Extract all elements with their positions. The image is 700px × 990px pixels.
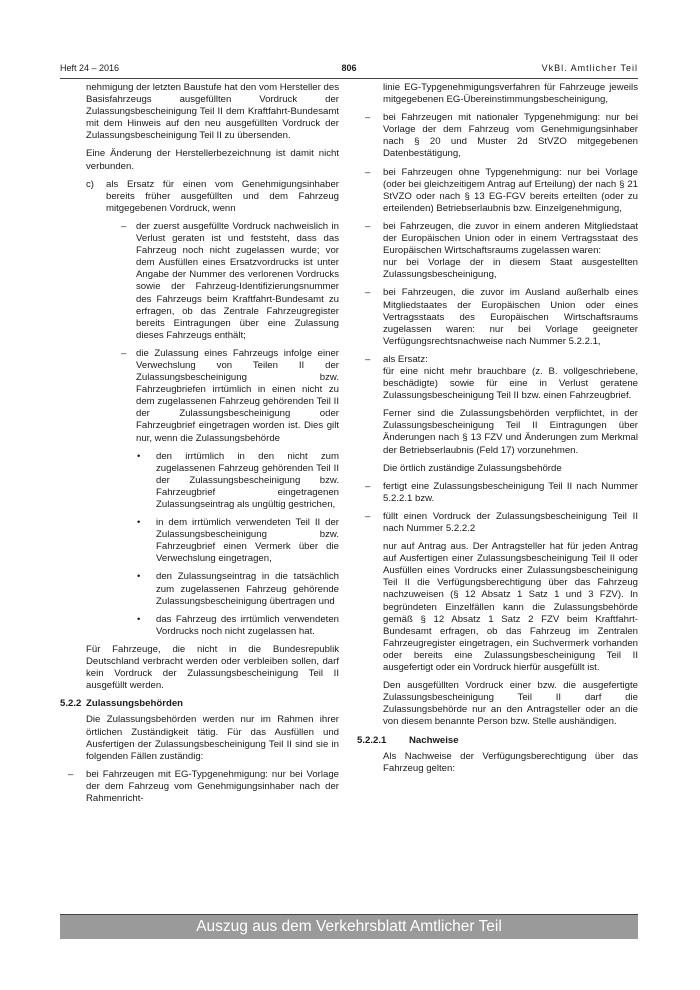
dash-item [357, 112, 638, 160]
dash-item [60, 769, 339, 805]
dash-item-text: die Zulassung eines Fahrzeugs infolge einer Verwechslung von Teilen II der Zulassungsbescheinigung bzw. Fahrzeugbriefen irrtümlich in einen nicht zu dem zugelassenen Fahrzeug gehörenden Teil II der Zulassungsbescheinigung oder Fahrzeugbrief eingetragen worden ist. Dies gilt nur, wenn die Zulassungsbehörde [136, 347, 339, 444]
paragraph: Ferner sind die Zulassungsbehörden verpflichtet, in der Zulassungsbescheinigung Teil II Eintragungen über Änderungen nach § 13 FZV und Änderungen zum Merkmal der Betriebserlaubnis (Feld 17) vorzunehmen. [383, 408, 638, 456]
dash-item [60, 221, 339, 342]
bullet-item [60, 571, 339, 607]
paragraph: Für Fahrzeuge, die nicht in die Bundesrepublik Deutschland verbracht werden oder verbleiben sollen, darf kein Vordruck der Zulassungsbescheinigung Teil II ausgefüllt werden. [86, 643, 339, 692]
page-header [60, 63, 638, 77]
bullet-item [60, 451, 339, 511]
bullet-marker: • [137, 613, 141, 625]
section-number: 5.2.2.1 [357, 734, 387, 746]
dash-item-text: der zuerst ausgefüllte Vordruck nachweislich in Verlust geraten ist und feststeht, dass das Fahrzeug noch nicht zugelassen wurde; vor dem Ausfüllen eines Ersatzvordrucks ist unter Angabe der Nummer des verlorenen Vordrucks sowie der Fahrzeug-Identifizierungsnummer des Fahrzeugs beim Kraftfahrt-Bundesamt zu erfragen, ob das Zentrale Fahrzeugregister bereits Eintragungen über eine Zulassung dieses Fahrzeugs enthält; [136, 220, 339, 341]
dash-item-text: als Ersatz: für eine nicht mehr brauchbare (z. B. vollgeschriebene, beschädigte) sowie für eine in Verlust geratene Zulassungsbescheinigung Teil II bzw. einen Fahrzeugbrief. [383, 353, 638, 402]
left-column [60, 82, 339, 811]
dash-marker: – [68, 768, 74, 780]
paragraph: Die Zulassungsbehörden werden nur im Rahmen ihrer örtlichen Zuständigkeit tätig. Für das Ausfüllen und Ausfertigen der Zulassungsbescheinigung Teil II sind sie in folgenden Fällen zuständig: [86, 714, 339, 762]
bullet-item-text: in dem irrtümlich verwendeten Teil II der Zulassungsbescheinigung bzw. Fahrzeugbrief einen Vermerk über die Verwechslung eingetragen, [156, 517, 339, 565]
dash-item [357, 221, 638, 281]
paragraph: Als Nachweise der Verfügungsberechtigung über das Fahrzeug gelten: [383, 750, 638, 774]
right-column [357, 82, 638, 781]
dash-item-text: bei Fahrzeugen mit EG-Typgenehmigung: nur bei Vorlage der dem Fahrzeug vom Genehmigungsinhaber nach der Rahmenricht- [86, 768, 339, 804]
list-item-text: als Ersatz für einen vom Genehmigungsinhaber bereits früher ausgefüllten und dem Fahrzeug mitgegebenen Vordruck, wenn [106, 178, 339, 214]
dash-marker: – [365, 480, 371, 492]
dash-item [357, 167, 638, 215]
list-item-c [60, 179, 339, 215]
dash-marker: – [365, 112, 371, 124]
paragraph: nur auf Antrag aus. Der Antragsteller hat für jeden Antrag auf Ausfertigen einer Zulassungsbescheinigung Teil II oder Ausfüllen eines Vordrucks einer Zulassungsbescheinigung Teil II die Verfügungsberechtigung über das Fahrzeug nachzuweisen (§ 12 Absatz 1 Satz 1 und 3 FZV). In begründeten Einzelfällen kann die Zulassungsbehörde gemäß § 12 Absatz 1 Satz 2 FZV beim Kraftfahrt-Bundesamt erfragen, ob das Fahrzeug im Zentralen Fahrzeugregister eingetragen, ein Suchvermerk vorhanden oder bereits eine Zulassungsbescheinigung Teil II ausgefertigt oder ein Vordruck hierfür ausgefüllt ist. [383, 541, 638, 674]
bullet-item-text: den irrtümlich in den nicht zum zugelassenen Fahrzeug gehörenden Teil II der Zulassungsbescheinigung bzw. Fahrzeugbrief eingetragenen Zulassungseintrag als ungültig gestrichen, [156, 450, 339, 510]
dash-item-text: bei Fahrzeugen ohne Typgenehmigung: nur bei Vorlage (oder bei gleichzeitigem Antrag auf Erteilung) der nach § 21 StVZO oder nach § 13 EG-FGV bereits erteilten (oder zu erteilenden) Betriebserlaubnis bzw. Einzelgenehmigung, [383, 166, 638, 214]
header-rule [60, 78, 638, 79]
dash-marker: – [121, 220, 127, 232]
paragraph: Den ausgefüllten Vordruck einer bzw. die ausgefertigte Zulassungsbescheinigung Teil II darf die Zulassungsbehörde nur an den Antragsteller oder an die von diesem benannte Person bzw. Stelle aushändigen. [383, 680, 638, 728]
dash-item-text: bei Fahrzeugen, die zuvor in einem anderen Mitgliedstaat der Europäischen Union oder in einem Vertragsstaat des Europäischen Wirtschaftsraums zugelassen waren: nur bei Vorlage der in diesem Staat ausgestellten Zulassungsbescheinigung, [383, 220, 638, 281]
dash-marker: – [365, 287, 371, 299]
dash-item [357, 287, 638, 347]
bullet-item-text: den Zulassungseintrag in die tatsächlich zum zugelassenen Fahrzeug gehörende Zulassungsbescheinigung übertragen und [156, 571, 339, 607]
paragraph: Die örtlich zuständige Zulassungsbehörde [383, 462, 562, 474]
dash-item-text: fertigt eine Zulassungsbescheinigung Teil II nach Nummer 5.2.2.1 bzw. [383, 480, 638, 504]
bullet-marker: • [137, 571, 141, 583]
paragraph: Eine Änderung der Herstellerbezeichnung ist damit nicht verbunden. [86, 148, 339, 172]
dash-item [357, 511, 638, 535]
section-title: Nachweise [409, 734, 459, 746]
dash-marker: – [121, 347, 127, 359]
dash-item-text: füllt einen Vordruck der Zulassungsbescheinigung Teil II nach Nummer 5.2.2.2 [383, 510, 638, 534]
dash-item [357, 354, 638, 402]
page-number: 806 [341, 63, 357, 73]
paragraph: linie EG-Typgenehmigungsverfahren für Fahrzeuge jeweils mitgegebenen EG-Übereinstimmungsbescheinigung, [383, 82, 638, 106]
paragraph: nehmigung der letzten Baustufe hat den vom Hersteller des Basisfahrzeugs ausgefüllten Vordruck der Zulassungsbescheinigung Teil II dem Kraftfahrt-Bundesamt mit dem Hinweis auf den neu ausgefüllten Vordruck der Zulassungsbescheinigung Teil II zu übersenden. [86, 82, 339, 142]
section-title: Zulassungsbehörden [86, 698, 184, 710]
bullet-marker: • [137, 517, 141, 529]
section-number: 5.2.2 [60, 698, 82, 710]
dash-item-text: bei Fahrzeugen mit nationaler Typgenehmigung: nur bei Vorlage der dem Fahrzeug vom Genehmigungsinhaber nach § 20 und Muster 2d StVZO mitgegebenen Datenbestätigung, [383, 112, 638, 160]
dash-item [60, 348, 339, 445]
section-heading-5-2-2 [60, 698, 339, 710]
dash-marker: – [365, 166, 371, 178]
issue-number: Heft 24 – 2016 [60, 63, 120, 73]
bullet-item [60, 614, 339, 638]
bullet-item-text: das Fahrzeug des irrtümlich verwendeten Vordrucks noch nicht zugelassen hat. [156, 613, 339, 637]
dash-item [357, 481, 638, 505]
dash-marker: – [365, 353, 371, 365]
section-heading-5-2-2-1 [357, 735, 638, 747]
bullet-item [60, 517, 339, 565]
bullet-marker: • [137, 450, 141, 462]
list-marker: c) [86, 178, 94, 190]
dash-item-text: bei Fahrzeugen, die zuvor im Ausland außerhalb eines Mitgliedstaates der Europäischen Union oder eines Vertragsstaats des Europäischen Wirtschaftsraums zugelassen waren: nur bei Vorlage geeigneter Verfügungsrechtsnachweise nach Nummer 5.2.2.1, [383, 287, 638, 347]
dash-marker: – [365, 510, 371, 522]
journal-name: VkBl. Amtlicher Teil [541, 63, 638, 73]
footer-band: Auszug aus dem Verkehrsblatt Amtlicher Teil [60, 915, 638, 939]
dash-marker: – [365, 220, 371, 232]
